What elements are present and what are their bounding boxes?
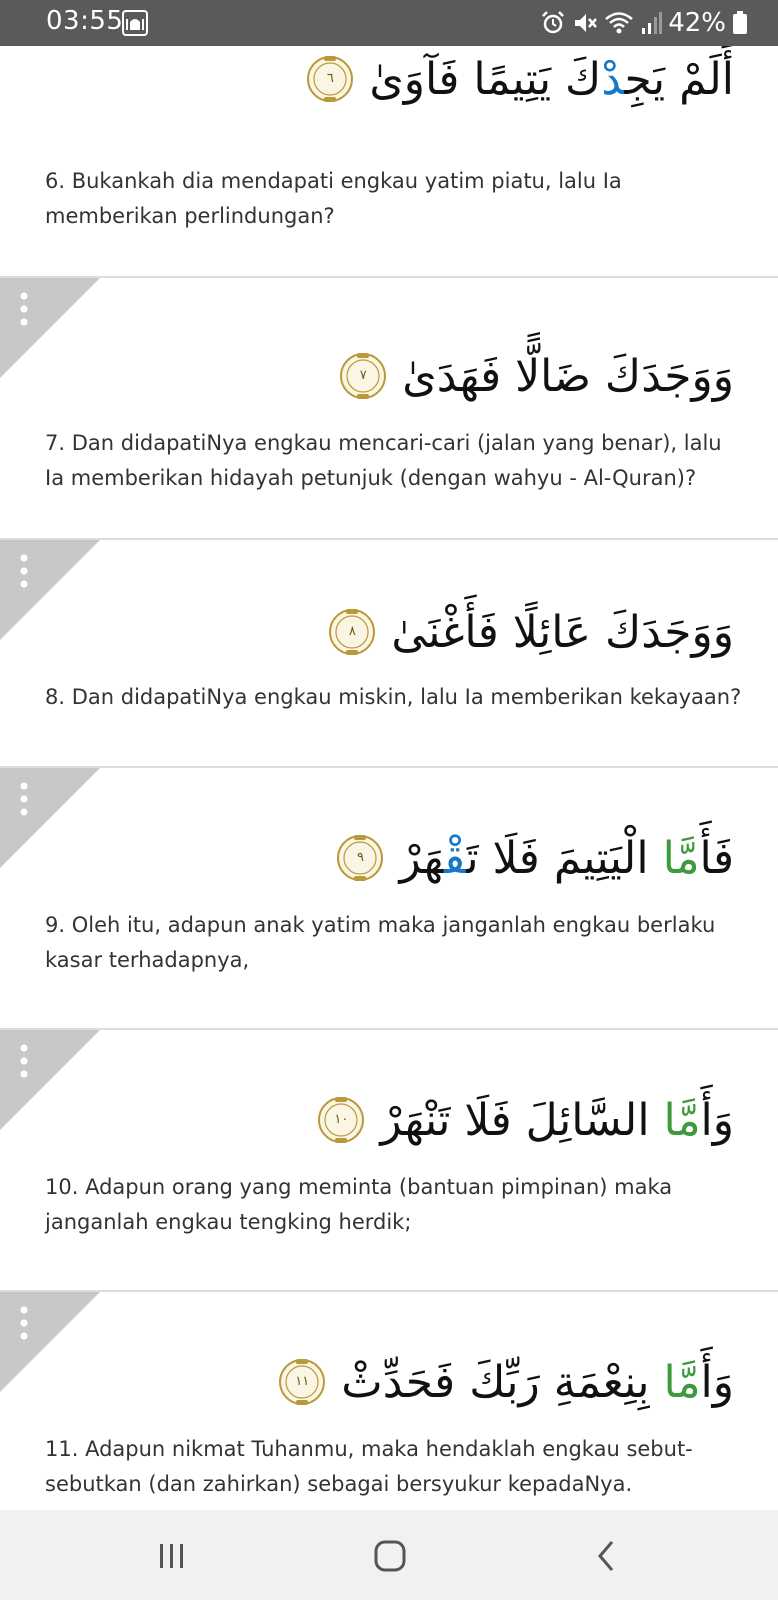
arabic-text-container	[380, 1095, 734, 1146]
arabic-verse	[277, 1342, 734, 1422]
alarm-icon	[540, 10, 566, 36]
arabic-text-part: أَلَمْ يَجِ	[624, 53, 734, 105]
arabic-verse	[305, 46, 734, 114]
verse-translation: 6. Bukankah dia mendapati engkau yatim piatu, lalu Ia memberikan perlindungan?	[45, 169, 622, 228]
ayah-number-medal	[277, 1357, 327, 1407]
arabic-text-container	[369, 54, 734, 105]
battery-icon	[732, 10, 748, 36]
home-icon[interactable]	[366, 1532, 414, 1580]
verse-card-9	[0, 768, 778, 1028]
verse-menu-icon[interactable]	[17, 1306, 31, 1340]
mosque-notification-icon	[122, 10, 148, 36]
ayah-number: ١٠	[334, 1112, 349, 1127]
arabic-text-part: قْ	[444, 832, 467, 884]
arabic-text-part: مَّا	[663, 1094, 701, 1146]
arabic-verse	[335, 818, 734, 898]
ayah-number-medal	[316, 1095, 366, 1145]
verse-menu-icon[interactable]	[17, 782, 31, 816]
ayah-number-medal	[338, 351, 388, 401]
verse-list[interactable]	[0, 46, 778, 1510]
battery-percent: 42%	[668, 8, 726, 38]
ayah-number: ٩	[356, 850, 364, 865]
verse-corner-tab	[0, 278, 100, 378]
arabic-text-part: وَأَ	[700, 1094, 734, 1146]
verse-menu-icon[interactable]	[17, 554, 31, 588]
recent-apps-icon[interactable]	[148, 1532, 196, 1580]
verse-corner-tab	[0, 1292, 100, 1392]
ayah-number: ٧	[359, 368, 367, 383]
verse-translation: 8. Dan didapatiNya engkau miskin, lalu Ia memberikan kekayaan?	[45, 685, 742, 709]
status-time: 03:55	[46, 6, 124, 36]
verse-menu-icon[interactable]	[17, 1044, 31, 1078]
arabic-text-part: الْيَتِيمَ فَلَا تَ	[466, 832, 663, 884]
verse-translation: 11. Adapun nikmat Tuhanmu, maka hendaklah engkau sebut-sebutkan (dan zahirkan) sebagai bersyukur kepadaNya.	[45, 1437, 693, 1496]
ayah-number-medal	[305, 54, 355, 104]
ayah-number-medal	[327, 607, 377, 657]
arabic-text-part: فَأَ	[699, 832, 734, 884]
arabic-text-part: السَّائِلَ فَلَا تَنْهَرْ	[380, 1094, 664, 1146]
verse-card-7	[0, 278, 778, 538]
arabic-text-part: وَوَجَدَكَ عَائِلًا فَأَغْنَىٰ	[391, 606, 734, 658]
verse-corner-tab	[0, 1030, 100, 1130]
arabic-text-container	[341, 1357, 734, 1408]
verse-menu-icon[interactable]	[17, 292, 31, 326]
arabic-text-part: مَّا	[663, 1356, 701, 1408]
arabic-text-part: بِنِعْمَةِ رَبِّكَ فَحَدِّثْ	[341, 1356, 664, 1408]
arabic-verse	[327, 592, 734, 672]
ayah-number: ٨	[348, 624, 356, 639]
verse-corner-tab	[0, 540, 100, 640]
ayah-number: ٦	[326, 71, 334, 86]
arabic-text-part: وَوَجَدَكَ ضَالًّا فَهَدَىٰ	[402, 350, 734, 402]
verse-corner-tab	[0, 768, 100, 868]
arabic-text-part: هَرْ	[399, 832, 445, 884]
arabic-verse	[338, 336, 734, 416]
wifi-icon	[604, 10, 634, 36]
verse-card-8	[0, 540, 778, 766]
ayah-number: ١١	[295, 1374, 310, 1389]
verse-translation: 10. Adapun orang yang meminta (bantuan pimpinan) maka janganlah engkau tengking herdik;	[45, 1175, 673, 1234]
mute-icon	[572, 10, 598, 36]
verse-card-11	[0, 1292, 778, 1510]
arabic-text-part: كَ يَتِيمًا فَآوَىٰ	[369, 53, 602, 105]
navigation-bar	[0, 1510, 778, 1600]
back-icon[interactable]	[584, 1532, 632, 1580]
arabic-text-part: وَأَ	[700, 1356, 734, 1408]
signal-icon	[640, 10, 662, 36]
verse-translation: 7. Dan didapatiNya engkau mencari-cari (jalan yang benar), lalu Ia memberikan hidayah petunjuk (dengan wahyu - Al-Quran)?	[45, 431, 722, 490]
status-bar	[0, 0, 778, 46]
arabic-text-part: مَّا	[662, 832, 700, 884]
verse-card-6	[0, 46, 778, 276]
ayah-number-medal	[335, 833, 385, 883]
verse-card-10	[0, 1030, 778, 1290]
verse-translation: 9. Oleh itu, adapun anak yatim maka janganlah engkau berlaku kasar terhadapnya,	[45, 913, 716, 972]
arabic-verse	[316, 1080, 734, 1160]
arabic-text-part: دْ	[601, 53, 625, 105]
arabic-text-container	[399, 833, 734, 884]
